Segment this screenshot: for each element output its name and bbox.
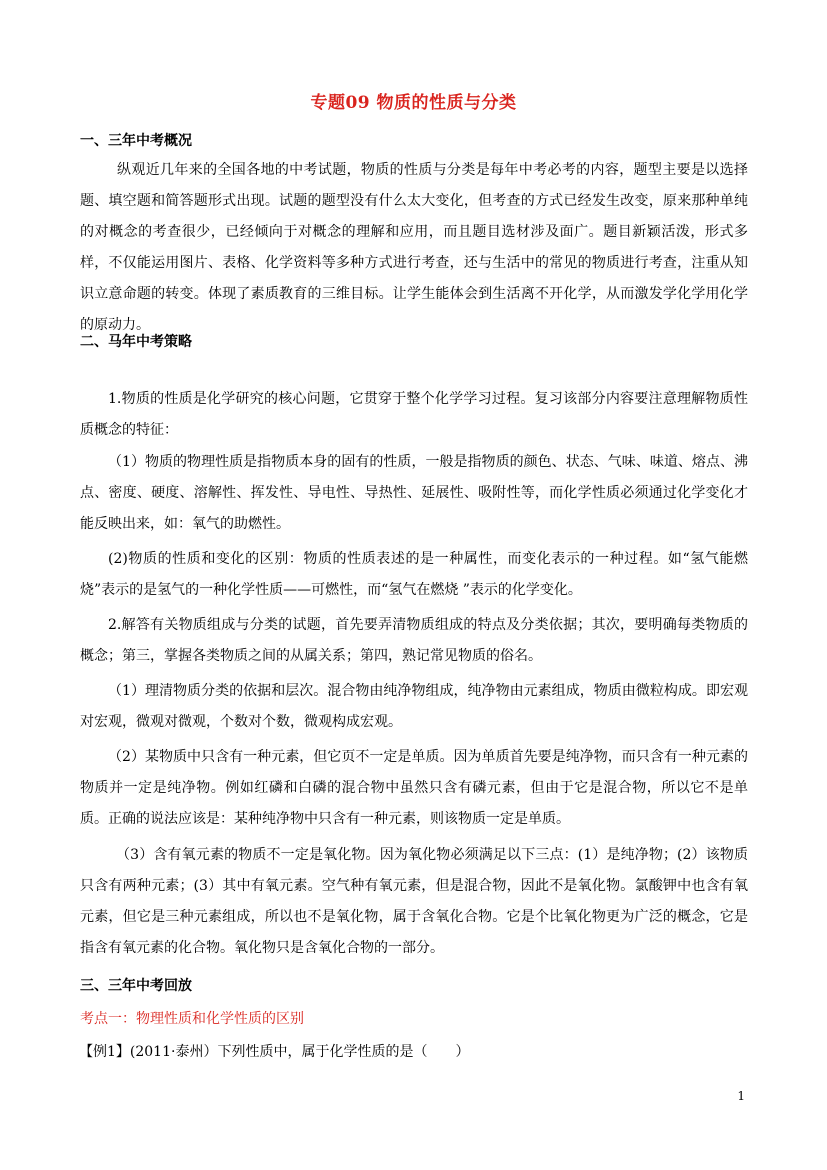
section-heading-overview: 一、三年中考概况	[80, 133, 192, 149]
strategy-paragraph-1: 1.物质的性质是化学研究的核心问题，它贯穿于整个化学学习过程。复习该部分内容要注意理解物质性质概念的特征：	[80, 391, 748, 438]
section-heading-strategy: 二、马年中考策略	[80, 334, 192, 350]
strategy-paragraph-6: （2）某物质中只含有一种元素，但它页不一定是单质。因为单质首先要是纯净物，而只含有一种元素的物质并一定是纯净物。例如红磷和白磷的混合物中虽然只含有磷元素，但由于它是混合物，所以它不是单质。正确的说法应该是：某种纯净物中只含有一种元素，则该物质一定是单质。	[80, 749, 748, 827]
example-question: 【例1】(2011·泰州）下列性质中，属于化学性质的是（ ）	[79, 1044, 470, 1060]
strategy-paragraph-4: 2.解答有关物质组成与分类的试题，首先要弄清物质组成的特点及分类依据；其次，要明确每类物质的概念；第三，掌握各类物质之间的从属关系；第四，熟记常见物质的俗名。	[80, 617, 748, 664]
page-title: 专题09 物质的性质与分类	[310, 93, 517, 113]
strategy-paragraph-2: （1）物质的物理性质是指物质本身的固有的性质，一般是指物质的颜色、状态、气味、味道、熔点、沸点、密度、硬度、溶解性、挥发性、导电性、导热性、延展性、吸附性等，而化学性质必须通过化学变化才能反映出来，如：氧气的助燃性。	[80, 454, 748, 532]
page-number: 1	[737, 1089, 745, 1103]
strategy-paragraph-3: (2)物质的性质和变化的区别：物质的性质表述的是一种属性，而变化表示的一种过程。如“氢气能燃烧”表示的是氢气的一种化学性质——可燃性，而“氢气在燃烧 ”表示的化学变化。	[80, 551, 748, 598]
section-heading-review: 三、三年中考回放	[80, 978, 192, 994]
strategy-paragraph-7: （3）含有氧元素的物质不一定是氧化物。因为氧化物必须满足以下三点：(1）是纯净物；(2）该物质只含有两种元素；(3）其中有氧元素。空气种有氧元素，但是混合物，因此不是氧化物。氯酸钾中也含有氧元素，但它是三种元素组成，所以也不是氧化物，属于含氧化合物。它是个比氧化物更为广泛的概念，它是指含有氧元素的化合物。氧化物只是含氧化合物的一部分。	[80, 847, 748, 956]
strategy-paragraph-5: （1）理清物质分类的依据和层次。混合物由纯净物组成，纯净物由元素组成，物质由微粒构成。即宏观对宏观，微观对微观，个数对个数，微观构成宏观。	[80, 683, 748, 730]
kaodian-heading: 考点一：物理性质和化学性质的区别	[80, 1011, 304, 1027]
overview-paragraph: 纵观近几年来的全国各地的中考试题，物质的性质与分类是每年中考必考的内容，题型主要是以选择题、填空题和简答题形式出现。试题的题型没有什么太大变化，但考查的方式已经发生改变，原来那种单纯的对概念的考查很少，已经倾向于对概念的理解和应用，而且题目选材涉及面广。题目新颖活泼，形式多样，不仅能运用图片、表格、化学资料等多种方式进行考查，还与生活中的常见的物质进行考查，注重从知识立意命题的转变。体现了素质教育的三维目标。让学生能体会到生活离不开化学，从而激发学化学用化学的原动力。	[80, 162, 748, 333]
